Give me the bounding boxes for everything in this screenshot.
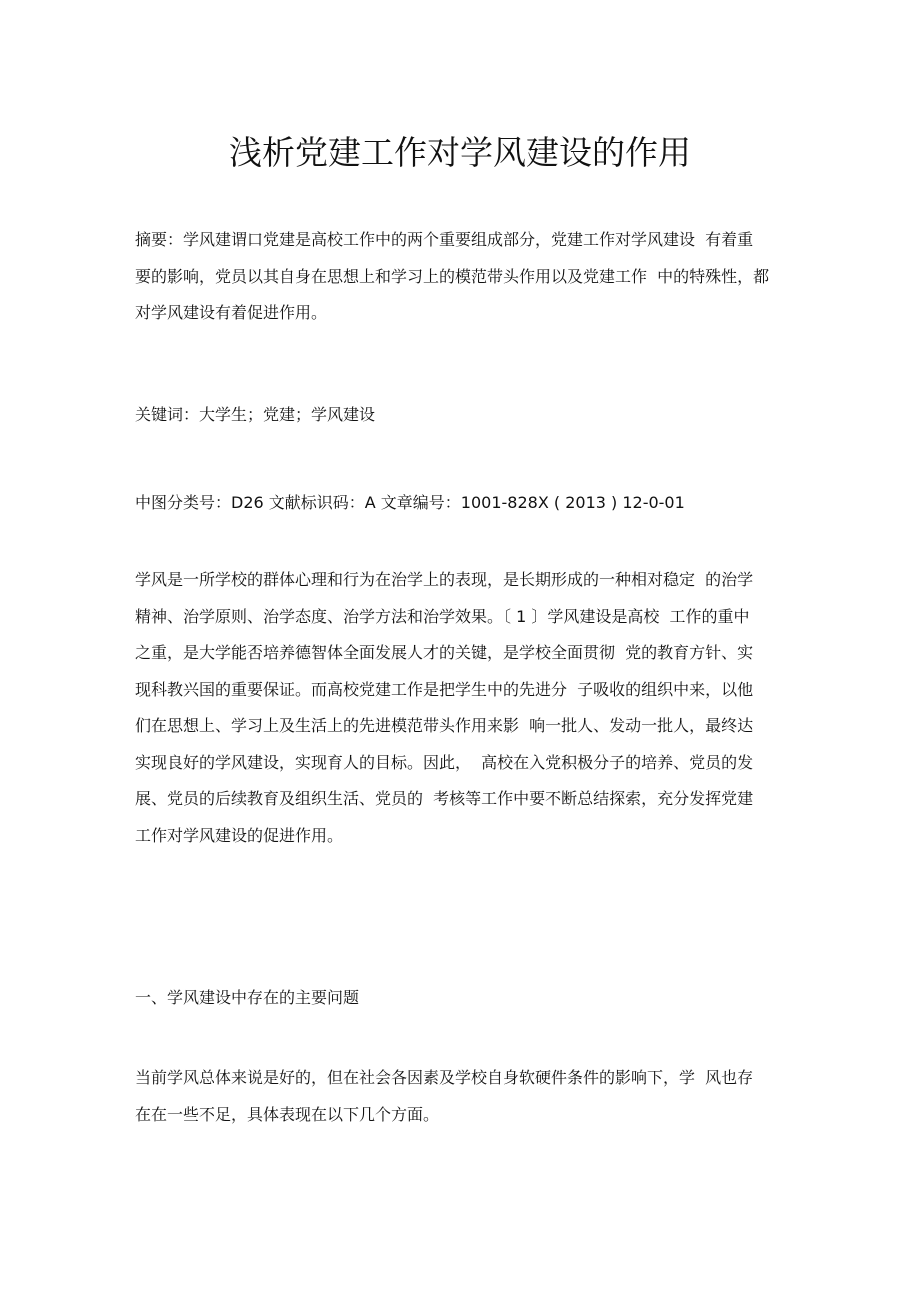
section-heading	[135, 980, 795, 1017]
abstract-line: 对学风建设有着促进作用。	[135, 303, 328, 322]
intro-line: 之重，是大学能否培养德智体全面发展人才的关键，是学校全面贯彻 党的教育方针、实	[135, 643, 754, 662]
abstract-paragraph	[135, 222, 795, 332]
intro-line: 展、党员的后续教育及组织生活、党员的 考核等工作中要不断总结探索，充分发挥党建	[135, 789, 754, 808]
document-title: 浅析党建工作对学风建设的作用	[229, 133, 691, 172]
classification-text: 中图分类号：D26 文献标识码：A 文章编号：1001-828X ( 2013 ) 12-0-01	[135, 493, 685, 512]
keywords-text: 关键词：大学生；党建；学风建设	[135, 405, 376, 424]
intro-line: 工作对学风建设的促进作用。	[135, 825, 344, 845]
intro-line: 现科教兴国的重要保证。而高校党建工作是把学生中的先进分 子吸收的组织中来，以他	[135, 679, 754, 699]
abstract-line: 要的影响，党员以其自身在思想上和学习上的模范带头作用以及党建工作 中的特殊性，都	[135, 266, 770, 286]
intro-line: 学风是一所学校的群体心理和行为在治学上的表现，是长期形成的一种相对稳定 的治学	[135, 570, 754, 589]
section-heading-text: 一、学风建设中存在的主要问题	[135, 988, 360, 1007]
keywords-line	[135, 397, 795, 434]
intro-line: 实现良好的学风建设，实现育人的目标。因此， 高校在入党积极分子的培养、党员的发	[135, 752, 754, 772]
classification-line	[135, 485, 795, 522]
section-line: 当前学风总体来说是好的，但在社会各因素及学校自身软硬件条件的影响下，学 风也存	[135, 1068, 754, 1087]
intro-line: 们在思想上、学习上及生活上的先进模范带头作用来影 响一批人、发动一批人，最终达	[135, 716, 754, 735]
intro-paragraph	[135, 562, 795, 854]
abstract-line: 摘要：学风建谓口党建是高校工作中的两个重要组成部分，党建工作对学风建设 有着重	[135, 230, 754, 249]
intro-line: 精神、治学原则、治学态度、治学方法和治学效果。〔 1 〕学风建设是高校 工作的重中	[135, 606, 750, 626]
section-paragraph	[135, 1060, 795, 1133]
section-line: 在在一些不足，具体表现在以下几个方面。	[135, 1104, 440, 1124]
